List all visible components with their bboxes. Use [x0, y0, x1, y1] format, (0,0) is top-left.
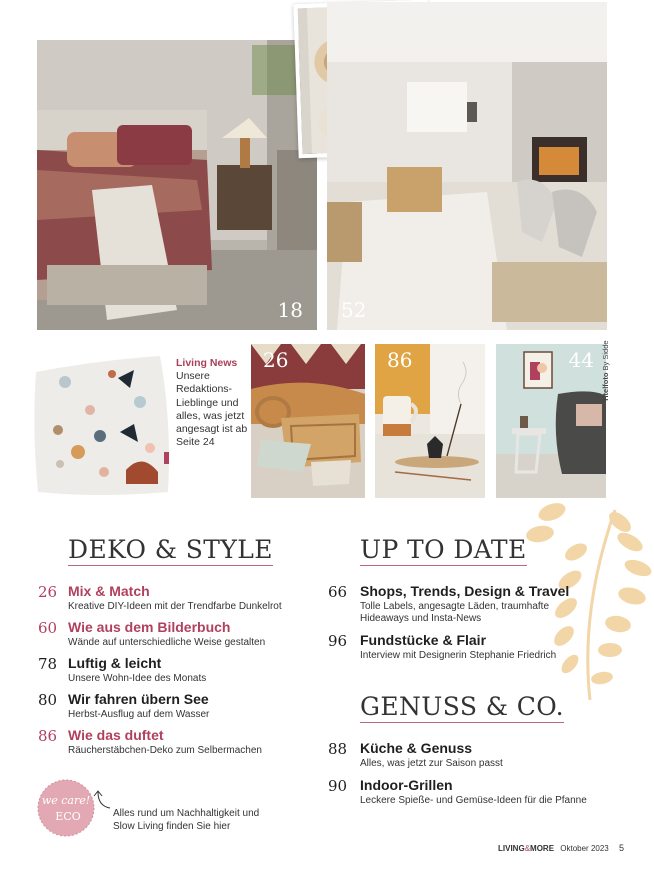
page-number-incense: 86: [387, 348, 413, 372]
page-number: 5: [618, 843, 624, 853]
toc-entry-subtitle: Interview mit Designerin Stephanie Friedrich: [360, 650, 557, 661]
page-footer: [498, 843, 624, 853]
eco-note: Alles rund um Nachhaltigkeit und Slow Living finden Sie hier: [113, 808, 260, 832]
toc-entry-subtitle: Leckere Spieße- und Gemüse-Ideen für die Pfanne: [360, 795, 587, 806]
toc-entry-title: Fundstücke & Flair: [360, 632, 487, 648]
toc-entry-page: 96: [328, 632, 348, 650]
photo-credit: [601, 340, 610, 402]
toc-entry-page: 80: [38, 691, 58, 709]
eco-badge-line1: we care!: [41, 794, 91, 807]
section-title-genuss-co: GENUSS & CO.: [360, 692, 565, 721]
toc-entry[interactable]: [38, 691, 308, 721]
eco-badge: [36, 778, 96, 838]
pillow-photo[interactable]: [30, 352, 176, 502]
issue-date: Oktober 2023: [560, 844, 609, 853]
incense-photo[interactable]: [375, 344, 485, 498]
toc-entry[interactable]: [328, 777, 598, 807]
page-number-chair: 44: [568, 348, 594, 372]
toc-entry-page: 88: [328, 740, 348, 758]
toc-entry-subtitle: Tolle Labels, angesagte Läden, traumhafte Hideaways und Insta-News: [360, 601, 550, 625]
page-number-living-room: 52: [341, 298, 367, 322]
magazine-brand: [498, 844, 554, 853]
toc-entry[interactable]: [38, 655, 308, 685]
toc-entry[interactable]: [328, 632, 578, 662]
bedroom-illustration: [37, 40, 317, 330]
living-room-illustration: [327, 2, 607, 330]
living-room-photo[interactable]: [327, 2, 607, 330]
eco-badge-line2: ECO: [55, 810, 81, 823]
toc-entry-page: 26: [38, 583, 58, 601]
section-title-deko-style: DEKO & STYLE: [68, 535, 273, 564]
toc-entry-page: 90: [328, 777, 348, 795]
photo-credit-source: By Sidde: [601, 340, 610, 371]
toc-entry[interactable]: [38, 619, 308, 649]
toc-entry-page: 86: [38, 727, 58, 745]
living-news: [176, 357, 250, 449]
baskets-photo[interactable]: [251, 344, 365, 498]
toc-entry-title: Wir fahren übern See: [68, 691, 209, 707]
toc-entry[interactable]: [328, 740, 588, 770]
toc-entry-page: 60: [38, 619, 58, 637]
toc-entry-title: Wie das duftet: [68, 727, 164, 743]
toc-entry-subtitle: Wände auf unterschiedliche Weise gestalten: [68, 637, 266, 648]
toc-entry-subtitle: Räucherstäbchen-Deko zum Selbermachen: [68, 745, 262, 756]
chair-photo[interactable]: [496, 344, 606, 498]
living-news-text: Unsere Redaktions-Lieblinge und alles, was jetzt angesagt ist ab Seite 24: [176, 370, 248, 449]
brand-part-b: MORE: [530, 844, 555, 853]
toc-entry-page: 66: [328, 583, 348, 601]
page-number-baskets: 26: [263, 348, 289, 372]
living-news-heading: Living News: [176, 357, 238, 369]
brand-part-a: LIVING: [498, 844, 525, 853]
pillow-illustration: [30, 352, 176, 502]
toc-entry-page: 78: [38, 655, 58, 673]
photo-credit-label: Titelfoto: [601, 372, 610, 402]
toc-entry-title: Indoor-Grillen: [360, 777, 453, 793]
toc-entry-subtitle: Herbst-Ausflug auf dem Wasser: [68, 709, 210, 720]
toc-entry-subtitle: Alles, was jetzt zur Saison passt: [360, 758, 503, 769]
page-number-bedroom: 18: [277, 298, 303, 322]
brand-ampersand: &: [524, 844, 531, 853]
bedroom-photo[interactable]: [37, 40, 317, 330]
toc-entry[interactable]: [38, 583, 308, 613]
toc-entry-title: Küche & Genuss: [360, 740, 473, 756]
toc-entry-title: Mix & Match: [68, 583, 150, 599]
toc-entry[interactable]: [328, 583, 578, 627]
toc-entry-subtitle: Kreative DIY-Ideen mit der Trendfarbe Dunkelrot: [68, 601, 282, 612]
toc-entry-title: Wie aus dem Bilderbuch: [68, 619, 231, 635]
toc-entry-title: Luftig & leicht: [68, 655, 162, 671]
toc-entry[interactable]: [38, 727, 308, 757]
toc-entry-title: Shops, Trends, Design & Travel: [360, 583, 570, 599]
section-title-up-to-date: UP TO DATE: [360, 535, 527, 564]
toc-entry-subtitle: Unsere Wohn-Idee des Monats: [68, 673, 207, 684]
